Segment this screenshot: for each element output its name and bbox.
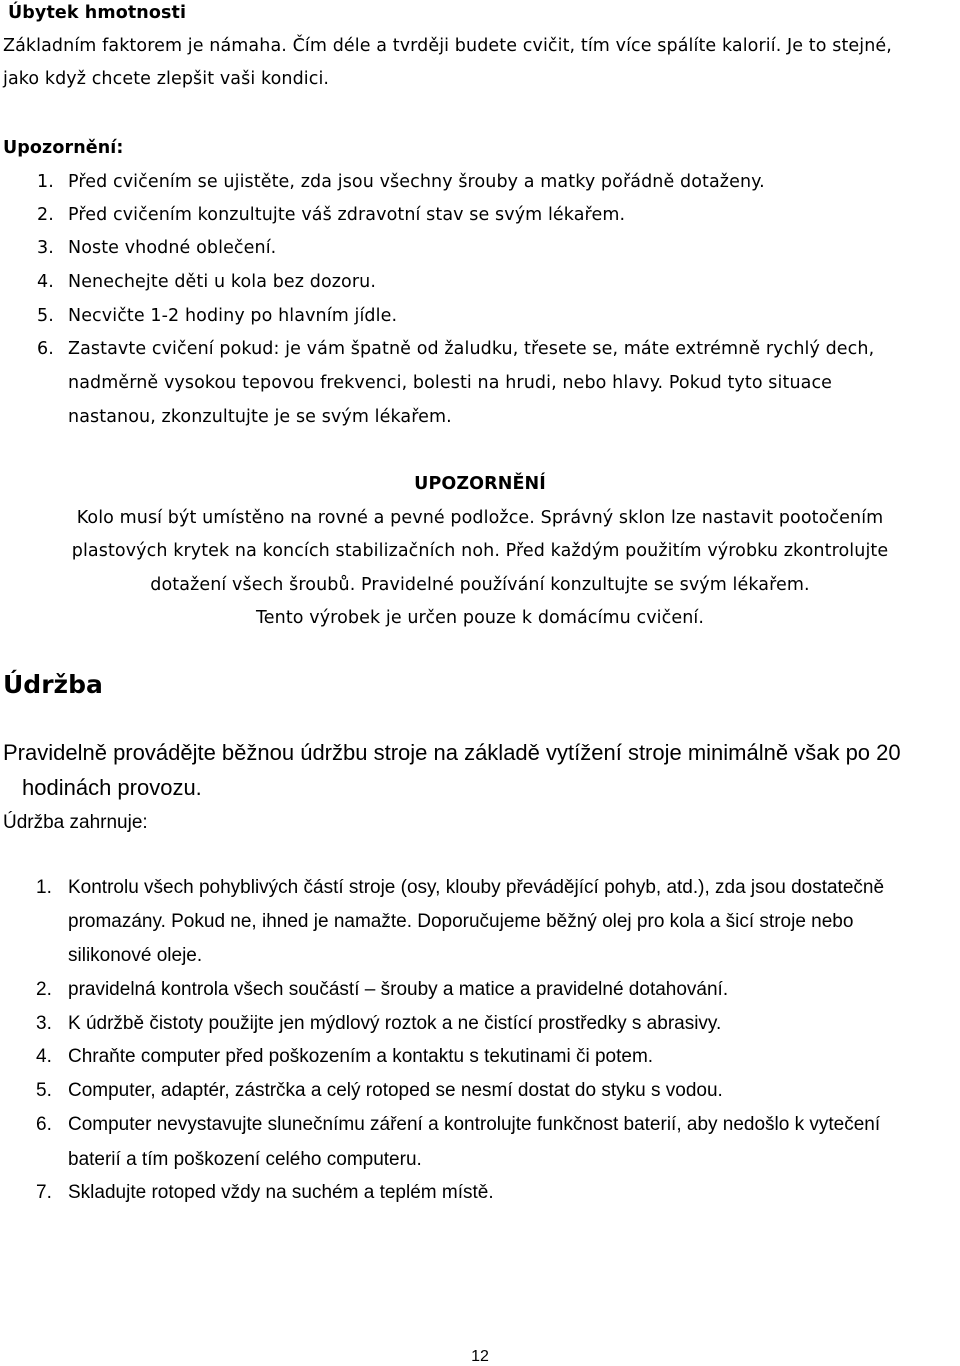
paragraph-line: jako když chcete zlepšit vaši kondici. bbox=[3, 69, 330, 89]
list-item-number: 1. bbox=[36, 877, 52, 898]
list-item-number: 4. bbox=[36, 1046, 52, 1067]
list-item-number: 5. bbox=[37, 306, 54, 326]
list-item-text: Chraňte computer před poškozením a kontaktu s tekutinami či potem. bbox=[68, 1046, 654, 1067]
section-heading-weight-loss: Úbytek hmotnosti bbox=[8, 3, 187, 23]
notice-line: Kolo musí být umístěno na rovné a pevné podložce. Správný sklon lze nastavit pootočením bbox=[76, 508, 884, 528]
list-item-text: Necvičte 1-2 hodiny po hlavním jídle. bbox=[68, 306, 398, 326]
list-item-number: 2. bbox=[36, 979, 52, 1000]
list-item-text: silikonové oleje. bbox=[68, 945, 203, 966]
notice-line: Tento výrobek je určen pouze k domácímu cvičení. bbox=[255, 608, 705, 628]
list-item-text: Computer nevystavujte slunečnímu záření a kontrolujte funkčnost baterií, aby nedošlo k vytečení bbox=[68, 1114, 881, 1135]
list-item-text: pravidelná kontrola všech součástí – šrouby a matice a pravidelné dotahování. bbox=[68, 979, 729, 1000]
notice-line: plastových krytek na koncích stabilizačních noh. Před každým použitím výrobku zkontrolujte bbox=[71, 541, 889, 561]
list-item-text: Computer, adaptér, zástrčka a celý rotoped se nesmí dostat do styku s vodou. bbox=[68, 1080, 723, 1101]
list-item-number: 6. bbox=[36, 1114, 52, 1135]
list-item-number: 3. bbox=[37, 238, 54, 258]
list-item-number: 7. bbox=[36, 1182, 52, 1203]
warnings-heading: Upozornění: bbox=[3, 138, 124, 158]
list-item-number: 2. bbox=[37, 205, 54, 225]
list-item-text: Nenechejte děti u kola bez dozoru. bbox=[68, 272, 377, 292]
list-item-text: nastanou, zkonzultujte je se svým lékařem. bbox=[68, 407, 452, 427]
list-item-number: 4. bbox=[37, 272, 54, 292]
list-item-number: 5. bbox=[36, 1080, 52, 1101]
list-item-number: 1. bbox=[37, 172, 54, 192]
maintenance-includes-label: Údržba zahrnuje: bbox=[3, 812, 148, 833]
list-item-text: Noste vhodné oblečení. bbox=[68, 238, 277, 258]
list-item-text: Skladujte rotoped vždy na suchém a teplém místě. bbox=[68, 1182, 494, 1203]
paragraph-line: Základním faktorem je námaha. Čím déle a tvrději budete cvičit, tím více spálíte kalorií. Je to stejné, bbox=[3, 36, 892, 56]
list-item-text: promazány. Pokud ne, ihned je namažte. Doporučujeme běžný olej pro kola a šicí stroje nebo bbox=[68, 911, 854, 932]
list-item-text: K údržbě čistoty použijte jen mýdlový roztok a ne čistící prostředky s abrasivy. bbox=[68, 1013, 722, 1034]
notice-line: dotažení všech šroubů. Pravidelné používání konzultujte se svým lékařem. bbox=[150, 575, 810, 595]
list-item-text: Před cvičením konzultujte váš zdravotní stav se svým lékařem. bbox=[68, 205, 626, 225]
section-heading-maintenance: Údržba bbox=[3, 670, 103, 699]
list-item-number: 6. bbox=[37, 339, 54, 359]
list-item-text: baterií a tím poškození celého computeru. bbox=[68, 1149, 422, 1170]
list-item-number: 3. bbox=[36, 1013, 52, 1034]
list-item-text: Kontrolu všech pohyblivých částí stroje (osy, klouby převádějící pohyb, atd.), zda jsou dostatečně bbox=[68, 877, 885, 898]
list-item-text: Zastavte cvičení pokud: je vám špatně od žaludku, třesete se, máte extrémně rychlý dech, bbox=[68, 339, 875, 359]
notice-heading: UPOZORNĚNÍ bbox=[414, 474, 546, 494]
list-item-text: nadměrně vysokou tepovou frekvenci, bolesti na hrudi, nebo hlavy. Pokud tyto situace bbox=[68, 373, 833, 393]
maintenance-intro-line: hodinách provozu. bbox=[22, 775, 202, 800]
list-item-text: Před cvičením se ujistěte, zda jsou všechny šrouby a matky pořádně dotaženy. bbox=[68, 172, 765, 192]
page-number: 12 bbox=[471, 1348, 489, 1365]
maintenance-intro-line: Pravidelně provádějte běžnou údržbu stroje na základě vytížení stroje minimálně však po 20 bbox=[3, 740, 901, 765]
